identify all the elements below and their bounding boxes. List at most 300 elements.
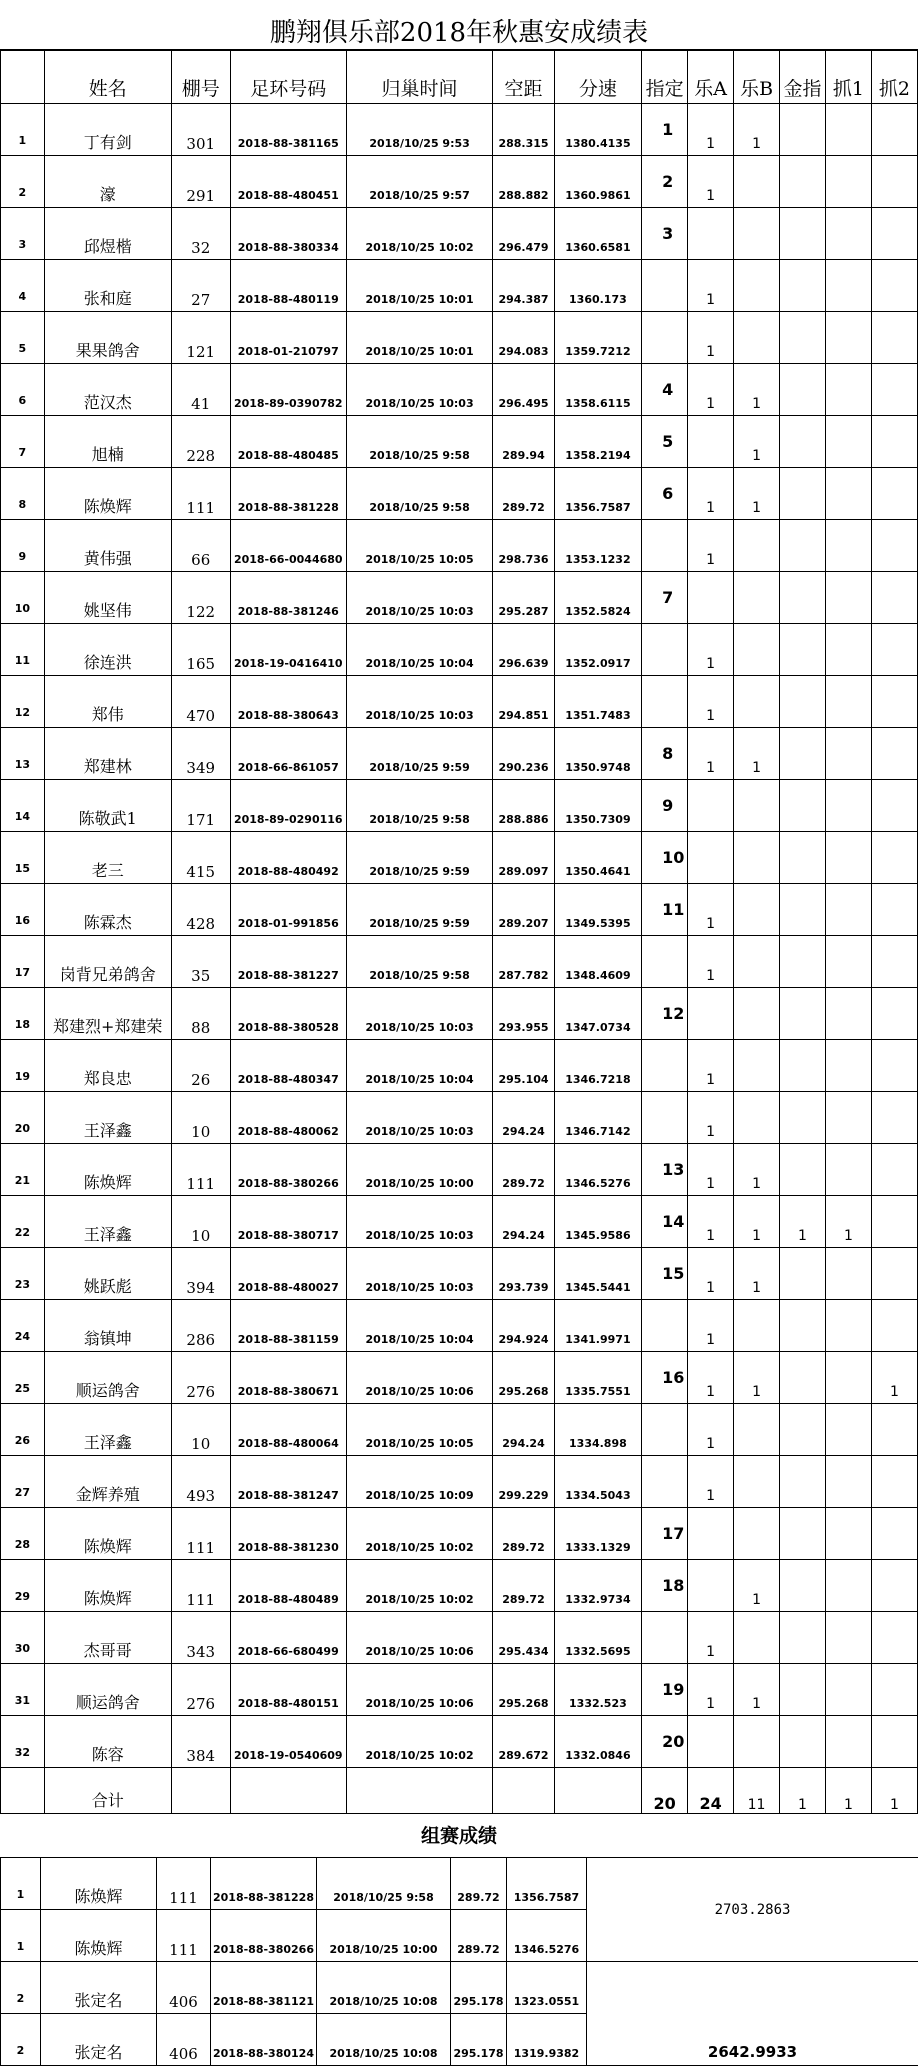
row-time: 2018/10/25 10:01 [346,260,493,312]
row-appointed: 20 [642,1716,688,1768]
row-gold [780,1092,826,1144]
team-name: 张定名 [41,2014,157,2066]
row-dist: 289.72 [493,1508,554,1560]
row-ring: 2018-88-381246 [230,572,346,624]
row-speed: 1332.0846 [554,1716,642,1768]
row-no: 14 [1,780,45,832]
row-dist: 289.672 [493,1716,554,1768]
row-pen: 32 [171,208,230,260]
row-speed: 1332.523 [554,1664,642,1716]
row-z1 [825,1612,871,1664]
header-row [1,51,918,104]
row-z2 [871,260,917,312]
row-name: 陈焕辉 [44,468,171,520]
row-pen: 343 [171,1612,230,1664]
row-lea: 1 [688,1664,734,1716]
row-dist: 289.94 [493,416,554,468]
row-appointed: 1 [642,104,688,156]
row-leb [734,1612,780,1664]
row-name: 陈焕辉 [44,1144,171,1196]
row-leb [734,988,780,1040]
row-speed: 1334.898 [554,1404,642,1456]
team-row [1,1858,918,1910]
row-gold [780,1300,826,1352]
row-dist: 293.739 [493,1248,554,1300]
row-z2 [871,416,917,468]
row-ring: 2018-89-0390782 [230,364,346,416]
row-gold [780,1040,826,1092]
row-time: 2018/10/25 10:01 [346,312,493,364]
row-z2 [871,1092,917,1144]
team-table [0,1857,918,2066]
team-dist: 295.178 [451,1962,507,2014]
row-time: 2018/10/25 10:02 [346,1716,493,1768]
row-dist: 288.886 [493,780,554,832]
row-no: 21 [1,1144,45,1196]
row-no: 27 [1,1456,45,1508]
row-leb: 1 [734,1144,780,1196]
row-appointed: 15 [642,1248,688,1300]
row-dist: 295.268 [493,1352,554,1404]
row-gold [780,1612,826,1664]
total-z2: 1 [871,1768,917,1814]
row-lea: 1 [688,364,734,416]
row-name: 老三 [44,832,171,884]
row-pen: 301 [171,104,230,156]
row-lea: 1 [688,260,734,312]
row-appointed [642,936,688,988]
row-dist: 296.495 [493,364,554,416]
row-gold [780,156,826,208]
row-lea: 1 [688,1612,734,1664]
row-lea: 1 [688,936,734,988]
team-row [1,1962,918,2014]
team-total-2: 2642.9933 [587,1962,918,2066]
row-gold [780,208,826,260]
total-label: 合计 [44,1768,171,1814]
team-name: 陈焕辉 [41,1910,157,1962]
row-z2 [871,624,917,676]
row-speed: 1333.1329 [554,1508,642,1560]
row-speed: 1341.9971 [554,1300,642,1352]
row-speed: 1380.4135 [554,104,642,156]
row-pen: 228 [171,416,230,468]
table-row [1,1040,918,1092]
row-time: 2018/10/25 10:06 [346,1664,493,1716]
team-no: 2 [1,2014,41,2066]
row-z2 [871,1248,917,1300]
row-leb [734,676,780,728]
row-speed: 1358.6115 [554,364,642,416]
row-z2 [871,104,917,156]
row-dist: 296.479 [493,208,554,260]
row-lea [688,832,734,884]
row-gold [780,1716,826,1768]
row-ring: 2018-88-381230 [230,1508,346,1560]
row-ring: 2018-88-380717 [230,1196,346,1248]
row-ring: 2018-66-680499 [230,1612,346,1664]
row-z1 [825,988,871,1040]
row-leb [734,520,780,572]
row-time: 2018/10/25 10:03 [346,572,493,624]
row-lea: 1 [688,1040,734,1092]
row-leb: 1 [734,364,780,416]
table-row [1,832,918,884]
row-lea: 1 [688,312,734,364]
row-ring: 2018-88-480119 [230,260,346,312]
row-pen: 276 [171,1352,230,1404]
row-dist: 295.434 [493,1612,554,1664]
row-gold [780,728,826,780]
total-cell [346,1768,493,1814]
row-ring: 2018-01-991856 [230,884,346,936]
row-ring: 2018-88-381165 [230,104,346,156]
row-pen: 394 [171,1248,230,1300]
row-z2 [871,1456,917,1508]
total-row [1,1768,918,1814]
row-name: 顺运鸽舍 [44,1664,171,1716]
sheet-title: 鹏翔俱乐部2018年秋惠安成绩表 [0,0,918,50]
row-speed: 1332.9734 [554,1560,642,1612]
row-leb: 1 [734,728,780,780]
row-z2 [871,728,917,780]
team-pen: 406 [157,2014,211,2066]
row-lea: 1 [688,676,734,728]
row-gold [780,468,826,520]
row-no: 9 [1,520,45,572]
row-speed: 1350.7309 [554,780,642,832]
row-no: 26 [1,1404,45,1456]
total-cell [171,1768,230,1814]
row-ring: 2018-88-380334 [230,208,346,260]
row-speed: 1353.1232 [554,520,642,572]
row-z1 [825,364,871,416]
row-leb: 1 [734,1664,780,1716]
total-gold: 1 [780,1768,826,1814]
row-ring: 2018-88-480489 [230,1560,346,1612]
row-z1 [825,1508,871,1560]
row-z1 [825,1664,871,1716]
row-time: 2018/10/25 10:02 [346,1508,493,1560]
row-ring: 2018-88-380643 [230,676,346,728]
row-leb: 1 [734,1248,780,1300]
table-row [1,260,918,312]
table-row [1,884,918,936]
row-lea: 1 [688,728,734,780]
team-ring: 2018-88-381228 [211,1858,317,1910]
row-leb [734,1456,780,1508]
row-lea: 1 [688,1092,734,1144]
row-leb: 1 [734,104,780,156]
team-no: 1 [1,1910,41,1962]
team-speed: 1356.7587 [507,1858,587,1910]
row-lea: 1 [688,624,734,676]
row-leb [734,624,780,676]
row-time: 2018/10/25 9:59 [346,832,493,884]
row-name: 杰哥哥 [44,1612,171,1664]
row-gold [780,1404,826,1456]
table-row [1,1196,918,1248]
row-gold [780,572,826,624]
row-dist: 293.955 [493,988,554,1040]
table-row [1,208,918,260]
row-lea [688,1508,734,1560]
row-dist: 289.72 [493,1144,554,1196]
row-speed: 1345.9586 [554,1196,642,1248]
row-gold [780,312,826,364]
table-row [1,468,918,520]
total-z1: 1 [825,1768,871,1814]
row-z2 [871,1196,917,1248]
table-row [1,676,918,728]
row-z1 [825,1404,871,1456]
team-name: 张定名 [41,1962,157,2014]
row-no: 3 [1,208,45,260]
table-row [1,1144,918,1196]
row-gold [780,520,826,572]
row-leb [734,936,780,988]
row-appointed [642,1092,688,1144]
row-pen: 111 [171,1144,230,1196]
team-speed: 1346.5276 [507,1910,587,1962]
table-row [1,780,918,832]
team-total-1: 2703.2863 [587,1858,918,1962]
row-z1 [825,1040,871,1092]
row-time: 2018/10/25 10:04 [346,1300,493,1352]
row-no: 25 [1,1352,45,1404]
row-speed: 1335.7551 [554,1352,642,1404]
row-z2 [871,832,917,884]
table-row [1,416,918,468]
row-leb [734,156,780,208]
row-no: 4 [1,260,45,312]
row-gold [780,1508,826,1560]
row-ring: 2018-88-480451 [230,156,346,208]
row-z2 [871,312,917,364]
row-lea [688,1560,734,1612]
row-z2 [871,1560,917,1612]
table-row [1,988,918,1040]
team-time: 2018/10/25 10:00 [317,1910,451,1962]
row-name: 陈焕辉 [44,1560,171,1612]
row-time: 2018/10/25 10:09 [346,1456,493,1508]
row-pen: 10 [171,1092,230,1144]
row-name: 郑建林 [44,728,171,780]
row-z2 [871,520,917,572]
row-z1 [825,676,871,728]
row-z2 [871,468,917,520]
row-speed: 1334.5043 [554,1456,642,1508]
row-gold [780,416,826,468]
row-no: 29 [1,1560,45,1612]
row-name: 王泽鑫 [44,1092,171,1144]
row-gold [780,1664,826,1716]
row-z1 [825,1300,871,1352]
row-z2 [871,1508,917,1560]
row-no: 2 [1,156,45,208]
row-gold [780,104,826,156]
row-leb [734,1092,780,1144]
row-z2 [871,572,917,624]
row-appointed: 5 [642,416,688,468]
row-no: 32 [1,1716,45,1768]
row-z2 [871,208,917,260]
row-no: 23 [1,1248,45,1300]
row-lea: 1 [688,1456,734,1508]
row-lea [688,780,734,832]
row-name: 黄伟强 [44,520,171,572]
team-ring: 2018-88-381121 [211,1962,317,2014]
row-time: 2018/10/25 10:03 [346,364,493,416]
row-z1 [825,780,871,832]
row-ring: 2018-19-0540609 [230,1716,346,1768]
table-row [1,572,918,624]
row-gold [780,1352,826,1404]
row-pen: 276 [171,1664,230,1716]
row-time: 2018/10/25 10:02 [346,1560,493,1612]
row-name: 姚跃彪 [44,1248,171,1300]
row-ring: 2018-88-380671 [230,1352,346,1404]
header-cell [1,51,45,104]
row-speed: 1360.6581 [554,208,642,260]
row-speed: 1356.7587 [554,468,642,520]
row-leb [734,1508,780,1560]
row-no: 10 [1,572,45,624]
team-time: 2018/10/25 9:58 [317,1858,451,1910]
row-speed: 1346.5276 [554,1144,642,1196]
row-no: 28 [1,1508,45,1560]
row-z1 [825,1092,871,1144]
row-speed: 1349.5395 [554,884,642,936]
row-time: 2018/10/25 10:03 [346,988,493,1040]
row-appointed: 11 [642,884,688,936]
row-pen: 384 [171,1716,230,1768]
row-time: 2018/10/25 9:58 [346,468,493,520]
table-row [1,1612,918,1664]
row-gold [780,1560,826,1612]
table-row [1,1300,918,1352]
row-gold [780,936,826,988]
row-gold [780,260,826,312]
row-z1 [825,104,871,156]
header-cell: 棚号 [171,51,230,104]
row-z2 [871,676,917,728]
team-no: 1 [1,1858,41,1910]
row-pen: 41 [171,364,230,416]
row-leb: 1 [734,468,780,520]
row-z2 [871,780,917,832]
row-leb [734,1300,780,1352]
row-lea [688,416,734,468]
row-name: 陈霖杰 [44,884,171,936]
table-row [1,1716,918,1768]
row-leb: 1 [734,1352,780,1404]
header-cell: 抓1 [825,51,871,104]
row-z1: 1 [825,1196,871,1248]
row-appointed [642,1404,688,1456]
row-name: 王泽鑫 [44,1196,171,1248]
row-z2 [871,1612,917,1664]
row-lea: 1 [688,468,734,520]
team-no: 2 [1,1962,41,2014]
row-leb [734,780,780,832]
row-no: 5 [1,312,45,364]
row-z2 [871,156,917,208]
row-z1 [825,1248,871,1300]
row-z1 [825,884,871,936]
row-no: 18 [1,988,45,1040]
row-pen: 10 [171,1196,230,1248]
row-pen: 10 [171,1404,230,1456]
row-name: 丁有剑 [44,104,171,156]
row-lea: 1 [688,1248,734,1300]
row-speed: 1346.7218 [554,1040,642,1092]
row-dist: 288.882 [493,156,554,208]
row-time: 2018/10/25 10:03 [346,1092,493,1144]
row-speed: 1348.4609 [554,936,642,988]
row-z1 [825,156,871,208]
row-name: 顺运鸽舍 [44,1352,171,1404]
row-no: 6 [1,364,45,416]
row-time: 2018/10/25 10:06 [346,1352,493,1404]
row-name: 旭楠 [44,416,171,468]
row-no: 19 [1,1040,45,1092]
row-leb [734,572,780,624]
total-cell [493,1768,554,1814]
row-dist: 294.387 [493,260,554,312]
row-z1 [825,1144,871,1196]
row-appointed: 10 [642,832,688,884]
row-leb: 1 [734,416,780,468]
row-name: 张和庭 [44,260,171,312]
row-ring: 2018-88-480485 [230,416,346,468]
row-dist: 294.083 [493,312,554,364]
row-leb [734,1040,780,1092]
row-pen: 27 [171,260,230,312]
row-gold [780,832,826,884]
row-pen: 415 [171,832,230,884]
row-dist: 295.268 [493,1664,554,1716]
team-ring: 2018-88-380266 [211,1910,317,1962]
row-pen: 349 [171,728,230,780]
row-leb [734,260,780,312]
row-time: 2018/10/25 10:03 [346,1196,493,1248]
table-row [1,156,918,208]
row-no: 17 [1,936,45,988]
row-name: 郑良忠 [44,1040,171,1092]
row-speed: 1347.0734 [554,988,642,1040]
total-cell [1,1768,45,1814]
row-dist: 295.104 [493,1040,554,1092]
row-speed: 1360.9861 [554,156,642,208]
team-dist: 289.72 [451,1858,507,1910]
row-speed: 1352.0917 [554,624,642,676]
row-appointed [642,312,688,364]
table-row [1,104,918,156]
row-z1 [825,1560,871,1612]
row-speed: 1350.4641 [554,832,642,884]
row-z2: 1 [871,1352,917,1404]
row-time: 2018/10/25 10:05 [346,520,493,572]
row-dist: 295.287 [493,572,554,624]
row-dist: 299.229 [493,1456,554,1508]
table-row [1,624,918,676]
row-z1 [825,832,871,884]
row-dist: 294.24 [493,1404,554,1456]
row-ring: 2018-19-0416410 [230,624,346,676]
row-time: 2018/10/25 10:05 [346,1404,493,1456]
team-speed: 1319.9382 [507,2014,587,2066]
